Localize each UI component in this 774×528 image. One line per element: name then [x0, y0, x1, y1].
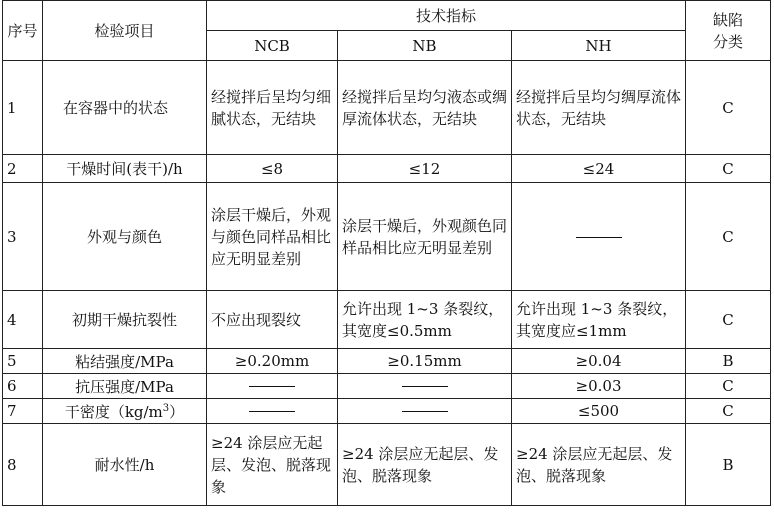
table-row [3, 61, 771, 155]
row-item: 抗压强度/MPa [43, 374, 207, 399]
row-item: 在容器中的状态 [43, 61, 207, 155]
row-item: 干燥时间(表干)/h [43, 155, 207, 183]
row-nh [512, 183, 686, 291]
row-nb [338, 399, 512, 424]
row-nb: 涂层干燥后，外观颜色同样品相比应无明显差别 [338, 183, 512, 291]
row-ncb [207, 374, 338, 399]
row-nb: 经搅拌后呈均匀液态或绸厚流体状态，无结块 [338, 61, 512, 155]
row-nh: ≥24 涂层应无起层、发泡、脱落现象 [512, 424, 686, 506]
row-ncb [207, 399, 338, 424]
row-item: 外观与颜色 [43, 183, 207, 291]
row-nb [338, 374, 512, 399]
row-nh: 允许出现 1~3 条裂纹，其宽度应≤1mm [512, 291, 686, 349]
row-class: C [686, 155, 771, 183]
row-nb: ≤12 [338, 155, 512, 183]
row-class: C [686, 291, 771, 349]
row-class: B [686, 349, 771, 374]
row-ncb: ≥24 涂层应无起层、发泡、脱落现象 [207, 424, 338, 506]
row-no: 4 [3, 291, 43, 349]
spec-table [2, 0, 771, 506]
header-defect: 缺陷分类 [686, 1, 771, 61]
header-row [3, 1, 771, 31]
table-row [3, 183, 771, 291]
row-item-sup: 3 [162, 402, 170, 414]
row-item: 粘结强度/MPa [43, 349, 207, 374]
row-ncb: 涂层干燥后，外观与颜色同样品相比应无明显差别 [207, 183, 338, 291]
header-seq: 序号 [3, 1, 43, 61]
row-nh: ≤24 [512, 155, 686, 183]
header-ncb: NCB [207, 31, 338, 61]
row-nh: ≥0.03 [512, 374, 686, 399]
row-ncb: 经搅拌后呈均匀细腻状态，无结块 [207, 61, 338, 155]
row-ncb: ≤8 [207, 155, 338, 183]
row-class: C [686, 399, 771, 424]
table-row [3, 399, 771, 424]
row-no: 6 [3, 374, 43, 399]
row-class: B [686, 424, 771, 506]
row-nb: ≥24 涂层应无起层、发泡、脱落现象 [338, 424, 512, 506]
table-row [3, 291, 771, 349]
row-nh: 经搅拌后呈均匀绸厚流体状态，无结块 [512, 61, 686, 155]
table-row [3, 424, 771, 506]
dash-mark [576, 237, 622, 239]
row-item: 耐水性/h [43, 424, 207, 506]
row-nh: ≤500 [512, 399, 686, 424]
dash-mark [402, 386, 448, 388]
row-item: 初期干燥抗裂性 [43, 291, 207, 349]
header-nh: NH [512, 31, 686, 61]
row-no: 8 [3, 424, 43, 506]
row-ncb: ≥0.20mm [207, 349, 338, 374]
row-no: 1 [3, 61, 43, 155]
row-item-prefix: 干密度（kg/m [64, 402, 163, 421]
row-item [43, 399, 207, 424]
row-no: 7 [3, 399, 43, 424]
row-nb: 允许出现 1~3 条裂纹，其宽度≤0.5mm [338, 291, 512, 349]
row-no: 3 [3, 183, 43, 291]
dash-mark [402, 411, 448, 413]
table-row [3, 374, 771, 399]
row-item-suffix: ） [169, 402, 185, 421]
row-nh: ≥0.04 [512, 349, 686, 374]
dash-mark [249, 411, 295, 413]
row-no: 5 [3, 349, 43, 374]
table-row [3, 155, 771, 183]
header-nb: NB [338, 31, 512, 61]
header-tech: 技术指标 [207, 1, 686, 31]
row-nb: ≥0.15mm [338, 349, 512, 374]
row-class: C [686, 61, 771, 155]
row-ncb: 不应出现裂纹 [207, 291, 338, 349]
dash-mark [249, 386, 295, 388]
row-class: C [686, 183, 771, 291]
table-row [3, 349, 771, 374]
row-no: 2 [3, 155, 43, 183]
row-class: C [686, 374, 771, 399]
header-item: 检验项目 [43, 1, 207, 61]
